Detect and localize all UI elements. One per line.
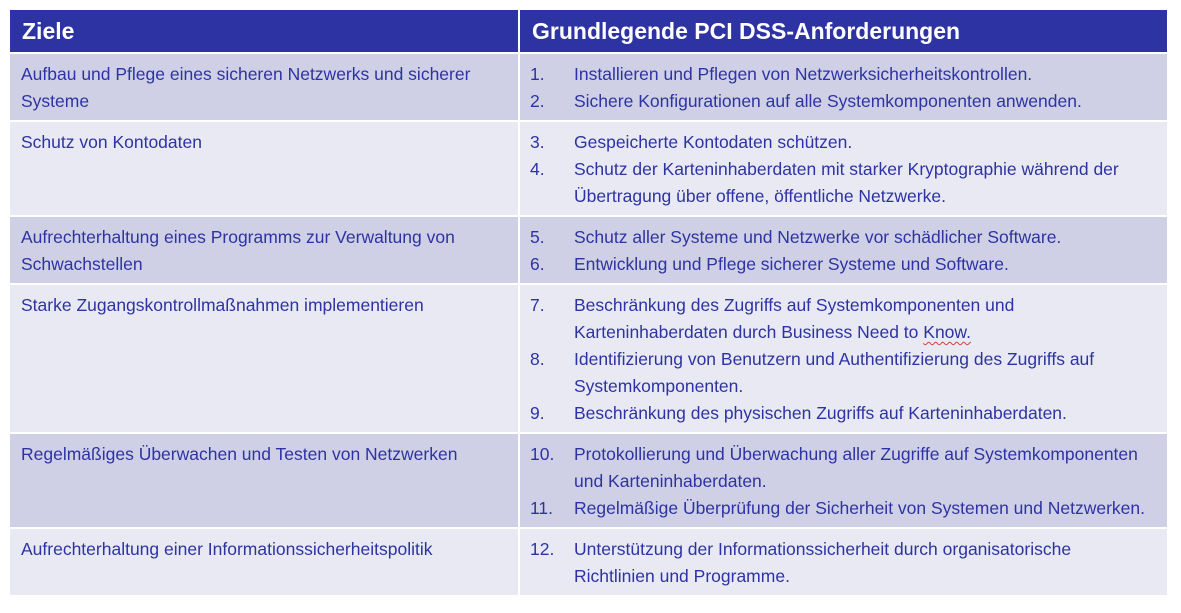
requirement-item (530, 346, 1155, 400)
requirement-item (530, 251, 1155, 278)
requirement-item (530, 129, 1155, 156)
requirement-text: Installieren und Pflegen von Netzwerksicherheitskontrollen. (574, 64, 1033, 84)
requirement-text: Entwicklung und Pflege sicherer Systeme und Software. (574, 254, 1009, 274)
requirement-number: 3. (530, 132, 545, 152)
requirement-text-main: Beschränkung des Zugriffs auf Systemkomponenten und Karteninhaberdaten durch Business Need to (574, 295, 1015, 342)
requirement-text: Sichere Konfigurationen auf alle Systemkomponenten anwenden. (574, 91, 1082, 111)
requirement-number: 1. (530, 64, 545, 84)
goal-text: Aufbau und Pflege eines sicheren Netzwerks und sicherer Systeme (21, 64, 471, 111)
requirements-cell (519, 284, 1168, 433)
requirements-cell (519, 528, 1168, 596)
table-row (9, 121, 1168, 216)
requirement-item (530, 88, 1155, 115)
requirement-item (530, 441, 1155, 495)
requirement-item (530, 536, 1155, 590)
table-header-row (9, 9, 1168, 53)
goal-cell (9, 121, 519, 216)
requirements-cell (519, 216, 1168, 284)
goal-text: Aufrechterhaltung eines Programms zur Verwaltung von Schwachstellen (21, 227, 455, 274)
requirement-text: Beschränkung des physischen Zugriffs auf Karteninhaberdaten. (574, 403, 1067, 423)
table-row (9, 528, 1168, 596)
requirement-number: 5. (530, 227, 545, 247)
requirement-number: 4. (530, 159, 545, 179)
requirement-number: 9. (530, 403, 545, 423)
goal-text: Schutz von Kontodaten (21, 132, 202, 152)
requirement-number: 12. (530, 539, 555, 559)
header-requirements: Grundlegende PCI DSS-Anforderungen (519, 9, 1168, 53)
goal-cell (9, 433, 519, 528)
table-row (9, 433, 1168, 528)
requirements-cell (519, 53, 1168, 121)
requirement-text: Regelmäßige Überprüfung der Sicherheit von Systemen und Netzwerken. (574, 498, 1145, 518)
requirements-cell (519, 121, 1168, 216)
requirement-number: 6. (530, 254, 545, 274)
goal-cell (9, 284, 519, 433)
goal-text: Regelmäßiges Überwachen und Testen von Netzwerken (21, 444, 458, 464)
requirement-number: 11. (530, 498, 554, 518)
requirement-text: Identifizierung von Benutzern und Authentifizierung des Zugriffs auf Systemkomponenten. (574, 349, 1095, 396)
table-row (9, 284, 1168, 433)
table-row (9, 216, 1168, 284)
goal-cell (9, 528, 519, 596)
requirement-text: Schutz aller Systeme und Netzwerke vor schädlicher Software. (574, 227, 1062, 247)
requirement-item (530, 156, 1155, 210)
goal-cell (9, 216, 519, 284)
goal-text: Aufrechterhaltung einer Informationssicherheitspolitik (21, 539, 433, 559)
header-goals: Ziele (9, 9, 519, 53)
requirement-item (530, 292, 1155, 346)
pci-dss-table (8, 8, 1169, 597)
requirement-item (530, 400, 1155, 427)
requirement-text: Schutz der Karteninhaberdaten mit starker Kryptographie während der Übertragung über offene, öffentliche Netzwerke. (574, 159, 1119, 206)
requirement-item (530, 495, 1155, 522)
requirement-text: Gespeicherte Kontodaten schützen. (574, 132, 853, 152)
requirement-item (530, 224, 1155, 251)
requirement-number: 8. (530, 349, 545, 369)
spellcheck-marked-word: Know. (923, 322, 971, 342)
requirement-number: 2. (530, 91, 545, 111)
requirement-text: Unterstützung der Informationssicherheit durch organisatorische Richtlinien und Programme. (574, 539, 1072, 586)
requirement-number: 7. (530, 295, 545, 315)
requirement-number: 10. (530, 444, 555, 464)
requirement-text (574, 292, 1155, 346)
requirement-text: Protokollierung und Überwachung aller Zugriffe auf Systemkomponenten und Karteninhaberdaten. (574, 444, 1138, 491)
requirements-cell (519, 433, 1168, 528)
requirement-item (530, 61, 1155, 88)
goal-text: Starke Zugangskontrollmaßnahmen implementieren (21, 295, 424, 315)
goal-cell (9, 53, 519, 121)
table-row (9, 53, 1168, 121)
